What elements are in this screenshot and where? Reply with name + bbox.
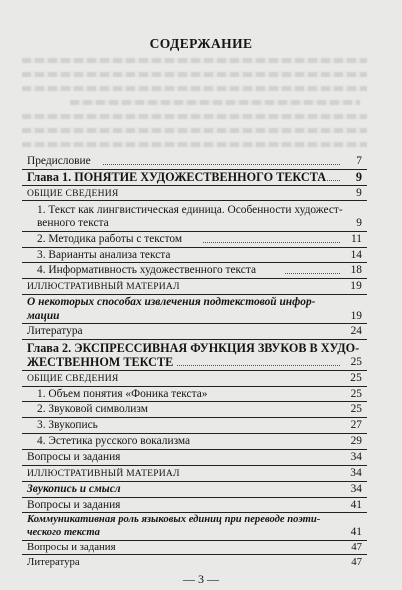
bleed-through-text (70, 100, 360, 105)
toc-entry: 1. Текст как лингвистическая единица. Особенности художест- (37, 204, 343, 216)
divider (22, 465, 367, 466)
divider (22, 417, 367, 418)
divider (22, 278, 367, 279)
toc-entry: 4. Информативность художественного текста 18 (37, 264, 362, 276)
divider (22, 433, 367, 434)
divider (22, 200, 367, 201)
toc-entry-questions: Вопросы и задания 41 (27, 499, 362, 511)
toc-entry: 3. Звукопись 27 (37, 419, 362, 431)
divider (22, 370, 367, 371)
divider (22, 339, 367, 340)
divider (22, 497, 367, 498)
divider (22, 554, 367, 555)
divider (22, 481, 367, 482)
toc-entry: венного текста 9 (37, 217, 362, 229)
toc-entry-italic: О некоторых способах извлечения подтекстовой инфор- (27, 296, 316, 308)
toc-entry-italic: Коммуникативная роль языковых единиц при переводе поэти- (27, 514, 321, 525)
toc-entry: 2. Методика работы с текстом 11 (37, 233, 362, 245)
toc-chapter-2: ЖЕСТВЕННОМ ТЕКСТЕ 25 (27, 355, 362, 369)
toc-section-general: ОБЩИЕ СВЕДЕНИЯ 25 (27, 372, 362, 384)
divider (22, 449, 367, 450)
divider (22, 185, 367, 186)
toc-chapter-1: Глава 1. ПОНЯТИЕ ХУДОЖЕСТВЕННОГО ТЕКСТА 9 (27, 170, 362, 184)
bleed-through-text (22, 58, 367, 63)
divider (22, 323, 367, 324)
page-number: — 3 — (183, 572, 219, 586)
toc-entry-questions: Вопросы и задания 34 (27, 451, 362, 463)
toc-section-general: ОБЩИЕ СВЕДЕНИЯ 9 (27, 187, 362, 199)
toc-chapter-2: Глава 2. ЭКСПРЕССИВНАЯ ФУНКЦИЯ ЗВУКОВ В ХУДО- (27, 341, 360, 355)
divider (22, 231, 367, 232)
toc-entry: 4. Эстетика русского вокализма 29 (37, 435, 362, 447)
toc-entry: 2. Звуковой символизм 25 (37, 403, 362, 415)
divider (22, 401, 367, 402)
page-title: СОДЕРЖАНИЕ (149, 36, 253, 51)
toc-entry-italic: Звукопись и смысл 34 (27, 483, 362, 495)
divider (22, 262, 367, 263)
bleed-through-text (22, 128, 367, 133)
toc-entry: 3. Варианты анализа текста 14 (37, 249, 362, 261)
toc-entry-italic: ческого текста 41 (27, 526, 362, 538)
toc-entry-preface: Предисловие 7 (27, 155, 362, 167)
bleed-through-text (22, 142, 367, 147)
bleed-through-text (22, 86, 367, 91)
toc-entry-italic: мации 19 (27, 310, 362, 322)
divider (22, 247, 367, 248)
divider (22, 386, 367, 387)
toc-entry-literature: Литература 47 (27, 556, 362, 568)
toc-entry-questions: Вопросы и задания 47 (27, 541, 362, 553)
toc-entry: 1. Объем понятия «Фоника текста» 25 (37, 388, 362, 400)
toc-section-illustrative: ИЛЛЮСТРАТИВНЫЙ МАТЕРИАЛ 19 (27, 280, 362, 292)
toc-entry-literature: Литература 24 (27, 325, 362, 337)
bleed-through-text (22, 114, 367, 119)
bleed-through-text (22, 72, 367, 77)
divider (22, 294, 367, 295)
toc-section-illustrative: ИЛЛЮСТРАТИВНЫЙ МАТЕРИАЛ 34 (27, 467, 362, 479)
